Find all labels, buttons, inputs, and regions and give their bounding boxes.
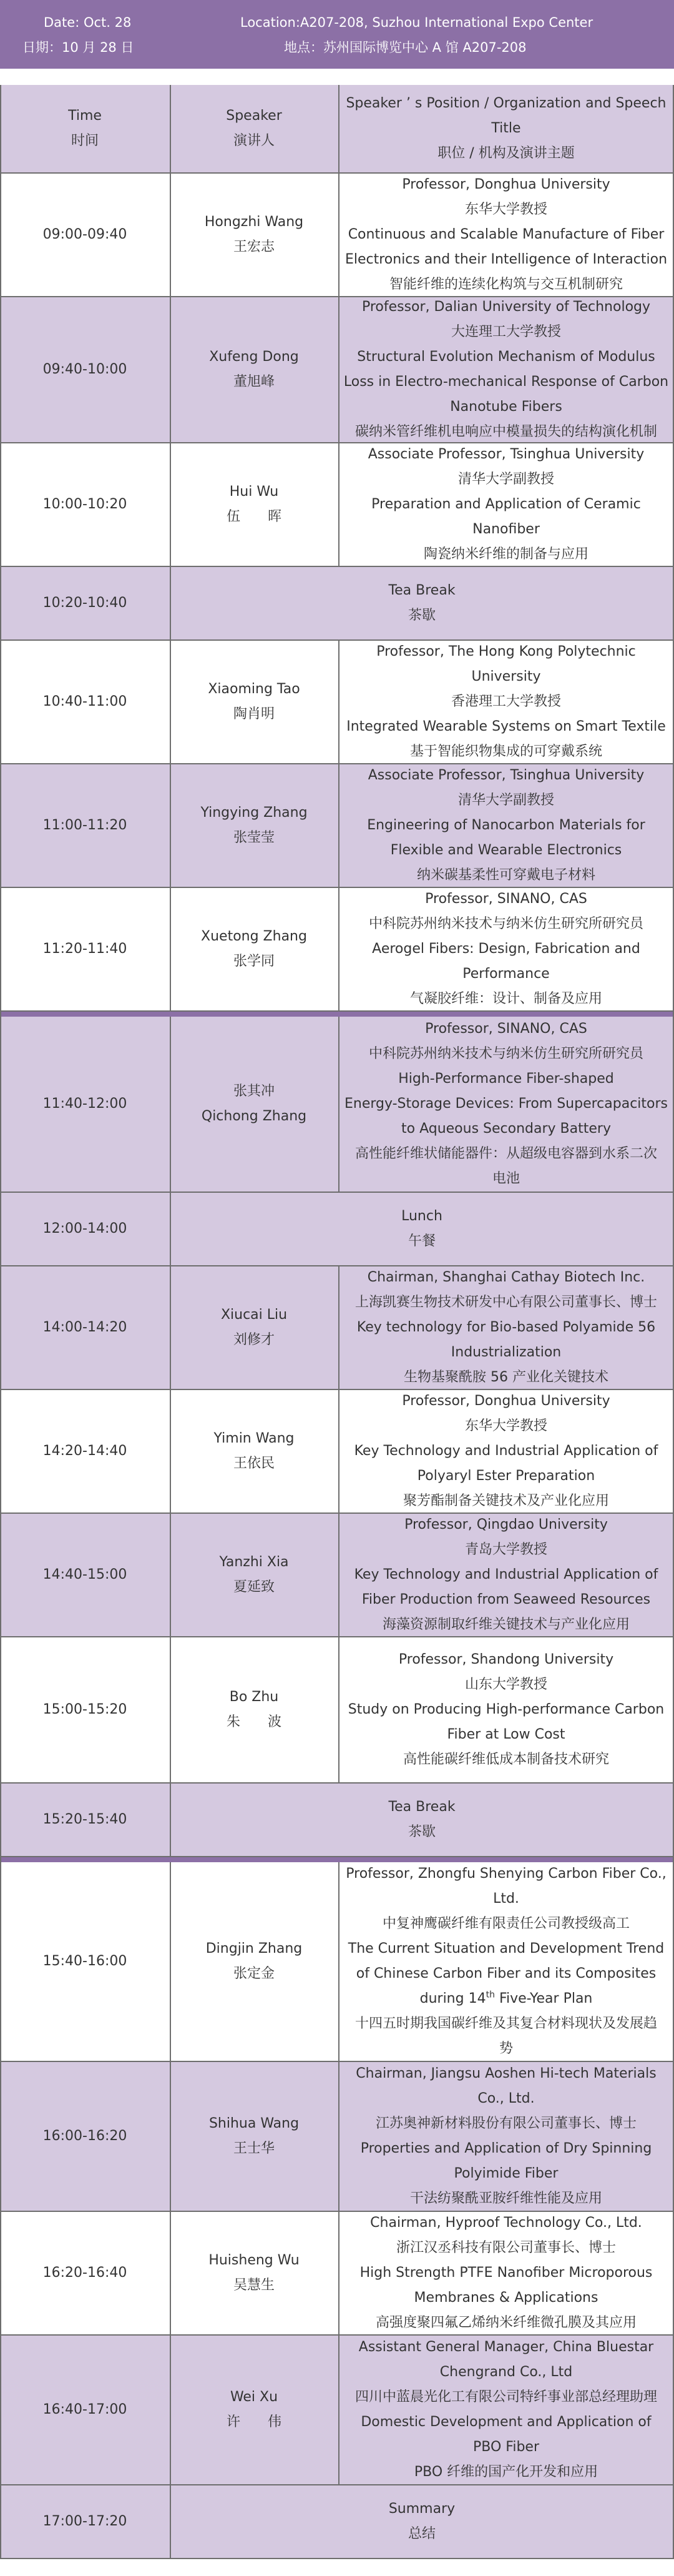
speaker-name-cn-part: 朱 xyxy=(226,1714,240,1730)
talk-info-cell xyxy=(338,2062,674,2211)
talk-info-line: Nanofiber xyxy=(472,521,540,537)
time-cell xyxy=(0,1514,170,1636)
speaker-name-cn: 王士华 xyxy=(233,2141,275,2156)
talk-info-line: High Strength PTFE Nanofiber Microporous xyxy=(359,2265,653,2281)
talk-info-line: Chairman, Shanghai Cathay Biotech Inc. xyxy=(367,1270,645,1285)
talk-info-line: Domestic Development and Application of xyxy=(361,2414,652,2430)
column-divider xyxy=(338,888,339,1010)
time-text: 15:00-15:20 xyxy=(42,1702,127,1717)
talk-info-line: Professor, Qingdao University xyxy=(404,1517,608,1532)
talk-info-line: 陶瓷纳米纤维的制备与应用 xyxy=(423,546,589,562)
column-divider xyxy=(170,641,171,763)
talk-info-line: Chairman, Jiangsu Aoshen Hi-tech Materials xyxy=(356,2066,657,2081)
break-label-cn: 茶歇 xyxy=(408,1824,436,1840)
column-divider xyxy=(338,2336,339,2484)
talk-info-line: 中复神鹰碳纤维有限责任公司教授级高工 xyxy=(382,1916,630,1932)
column-divider xyxy=(170,85,171,172)
talk-info-line: Co., Ltd. xyxy=(477,2091,535,2106)
time-cell xyxy=(0,1784,170,1856)
column-divider xyxy=(170,2062,171,2211)
time-text: 09:00-09:40 xyxy=(42,227,127,242)
column-divider xyxy=(338,1390,339,1513)
column-divider xyxy=(338,1266,339,1389)
speaker-name-cn: 张莹莹 xyxy=(233,830,275,846)
talk-info-line: Aerogel Fibers: Design, Fabrication and xyxy=(372,941,640,957)
talk-info-line: 气凝胶纤维：设计、制备及应用 xyxy=(409,991,602,1007)
talk-info-line: 东华大学教授 xyxy=(464,202,547,217)
time-text: 16:00-16:20 xyxy=(42,2128,127,2144)
speaker-name-en: Bo Zhu xyxy=(229,1689,279,1705)
talk-info-line: Energy-Storage Devices: From Supercapacitors xyxy=(344,1096,668,1112)
speaker-cell xyxy=(170,1390,338,1513)
talk-info-line: 四川中蓝晨光化工有限公司特纤事业部总经理助理 xyxy=(354,2389,657,2405)
talk-info-line: The Current Situation and Development Trend xyxy=(348,1941,665,1957)
talk-info-line: Assistant General Manager, China Bluestar xyxy=(358,2339,654,2355)
time-cell xyxy=(0,1193,170,1265)
speaker-name-en: Xiucai Liu xyxy=(220,1307,288,1323)
talk-info-line: Associate Professor, Tsinghua University xyxy=(368,767,645,783)
time-text: 16:20-16:40 xyxy=(42,2265,127,2281)
time-cell xyxy=(0,174,170,296)
talk-info-cell xyxy=(338,764,674,887)
talk-info-line: Professor, SINANO, CAS xyxy=(425,1021,587,1037)
speaker-name-cn xyxy=(227,2410,281,2435)
row-divider xyxy=(0,172,674,174)
talk-info-line: 十四五时期我国碳纤维及其复合材料现状及发展趋 xyxy=(354,2016,657,2031)
break-label-cn: 总结 xyxy=(408,2526,436,2542)
talk-info-line: Membranes & Applications xyxy=(414,2290,598,2306)
talk-info-line: 东华大学教授 xyxy=(464,1418,547,1434)
talk-info-line: 智能纤维的连续化构筑与交互机制研究 xyxy=(389,277,623,292)
table-row xyxy=(0,2062,674,2211)
section-separator xyxy=(0,1012,674,1017)
talk-info-line: of Chinese Carbon Fiber and its Composites xyxy=(356,1966,657,1981)
time-cell xyxy=(0,2336,170,2484)
speaker-name-en: Qichong Zhang xyxy=(201,1108,307,1124)
talk-info-line: 上海凯赛生物技术研发中心有限公司董事长、博士 xyxy=(354,1295,657,1310)
row-divider xyxy=(0,2558,674,2559)
table-row xyxy=(0,2212,674,2334)
talk-info-line: Performance xyxy=(462,966,550,982)
talk-info-line: 山东大学教授 xyxy=(464,1677,547,1692)
speaker-name-en: Hongzhi Wang xyxy=(204,214,304,230)
table-row xyxy=(0,1862,674,2061)
talk-info-line: Structural Evolution Mechanism of Modulus xyxy=(357,349,655,365)
talk-info-line: Associate Professor, Tsinghua University xyxy=(368,447,645,462)
speaker-cell xyxy=(170,888,338,1010)
column-divider xyxy=(338,1514,339,1636)
header-time: Time 时间 xyxy=(68,108,102,149)
talk-info-line: Professor, Dalian University of Technology xyxy=(361,299,651,315)
time-text: 14:40-15:00 xyxy=(42,1567,127,1582)
speaker-name-en: Xufeng Dong xyxy=(209,349,299,365)
talk-info-line: to Aqueous Secondary Battery xyxy=(401,1121,611,1137)
time-text: 16:40-17:00 xyxy=(42,2402,127,2417)
column-divider xyxy=(170,1193,171,1265)
talk-info-line: Integrated Wearable Systems on Smart Textile xyxy=(346,719,666,734)
speaker-name-cn: 夏延致 xyxy=(233,1579,275,1595)
talk-info-line: Professor, SINANO, CAS xyxy=(425,891,587,907)
column-divider xyxy=(170,1862,171,2061)
time-cell xyxy=(0,567,170,639)
time-cell xyxy=(0,641,170,763)
time-cell xyxy=(0,764,170,887)
speaker-name-en: Hui Wu xyxy=(229,484,279,500)
speaker-name-cn xyxy=(227,1710,281,1735)
speaker-name-cn: 王宏志 xyxy=(233,239,275,255)
speaker-name-cn: 刘修才 xyxy=(233,1332,275,1348)
talk-info-line: 高性能碳纤维低成本制备技术研究 xyxy=(403,1752,609,1767)
talk-info-line: 香港理工大学教授 xyxy=(451,694,561,709)
speaker-name-cn xyxy=(227,505,281,530)
talk-info-line: Fiber at Low Cost xyxy=(447,1727,565,1742)
break-row xyxy=(0,567,674,639)
time-text: 14:00-14:20 xyxy=(42,1320,127,1335)
talk-info-line: 青岛大学教授 xyxy=(464,1542,547,1557)
talk-info-line: 中科院苏州纳米技术与纳米仿生研究所研究员 xyxy=(368,916,643,932)
talk-info-line: Polyimide Fiber xyxy=(454,2166,559,2181)
talk-info-line: 浙江汉丞科技有限公司董事长、博士 xyxy=(396,2240,616,2256)
talk-info-line: Engineering of Nanocarbon Materials for xyxy=(367,817,645,833)
talk-info-line: 高强度聚四氟乙烯纳米纤维微孔膜及其应用 xyxy=(375,2315,637,2331)
talk-info-line: Nanotube Fibers xyxy=(450,399,562,415)
talk-info-line: 大连理工大学教授 xyxy=(451,324,561,340)
location-cn: 地点：苏州国际博览中心 A 馆 A207-208 xyxy=(284,40,527,55)
talk-info-line: Flexible and Wearable Electronics xyxy=(390,842,622,858)
time-cell xyxy=(0,1266,170,1389)
column-divider xyxy=(338,1637,339,1782)
talk-info-cell xyxy=(338,888,674,1010)
speaker-cell xyxy=(170,1862,338,2061)
column-divider xyxy=(338,174,339,296)
date-cn: 日期：10 月 28 日 xyxy=(22,40,134,55)
column-divider xyxy=(170,1017,171,1192)
speaker-name-en: Huisheng Wu xyxy=(208,2253,300,2268)
speaker-name-cn-part: 许 xyxy=(226,2414,240,2430)
location-en: Location:A207-208, Suzhou International Expo Center xyxy=(240,15,593,30)
speaker-name-en: Wei Xu xyxy=(230,2389,278,2405)
time-cell xyxy=(0,297,170,442)
speaker-cell xyxy=(170,1514,338,1636)
speaker-name-en: Xiaoming Tao xyxy=(208,681,300,697)
speaker-cell xyxy=(170,764,338,887)
talk-info-line: PBO 纤维的国产化开发和应用 xyxy=(414,2464,598,2480)
column-divider xyxy=(170,443,171,566)
talk-info-cell xyxy=(338,1390,674,1513)
column-divider xyxy=(170,1514,171,1636)
time-cell xyxy=(0,1862,170,2061)
talk-info-line-part: Five-Year Plan xyxy=(494,1991,593,2006)
time-text: 14:20-14:40 xyxy=(42,1443,127,1459)
time-text: 12:00-14:00 xyxy=(42,1221,127,1236)
talk-info-line: Industrialization xyxy=(451,1345,562,1360)
talk-info-line-part: during 14 xyxy=(419,1991,486,2006)
speaker-name-en: Shihua Wang xyxy=(208,2116,300,2131)
talk-info-cell xyxy=(338,2212,674,2334)
time-text: 10:20-10:40 xyxy=(42,595,127,611)
table-row xyxy=(0,1390,674,1513)
talk-info-line: 中科院苏州纳米技术与纳米仿生研究所研究员 xyxy=(368,1046,643,1062)
break-cell xyxy=(170,567,674,639)
break-row xyxy=(0,1784,674,1856)
break-label-cn: 午餐 xyxy=(408,1233,436,1249)
talk-info-line: 基于智能织物集成的可穿戴系统 xyxy=(409,744,602,759)
speaker-cell xyxy=(170,174,338,296)
table-row xyxy=(0,297,674,442)
column-divider xyxy=(170,174,171,296)
column-divider xyxy=(338,1862,339,2061)
talk-info-line: Polyaryl Ester Preparation xyxy=(417,1468,595,1484)
talk-info-line: Fiber Production from Seaweed Resources xyxy=(361,1592,651,1607)
talk-info-line: 电池 xyxy=(492,1171,520,1187)
time-text: 11:40-12:00 xyxy=(42,1096,127,1112)
talk-info-line: Key Technology and Industrial Application of xyxy=(354,1443,658,1459)
column-divider xyxy=(338,764,339,887)
table-row xyxy=(0,1514,674,1636)
speaker-cell xyxy=(170,2062,338,2211)
talk-info-line: 生物基聚酰胺 56 产业化关键技术 xyxy=(404,1369,608,1385)
speaker-name-cn: 董旭峰 xyxy=(233,374,275,390)
column-divider xyxy=(338,443,339,566)
table-row xyxy=(0,888,674,1010)
table-row xyxy=(0,1266,674,1389)
column-divider xyxy=(338,85,339,172)
column-divider xyxy=(170,1266,171,1389)
table-row xyxy=(0,1017,674,1192)
talk-info-line: 干法纺聚酰亚胺纤维性能及应用 xyxy=(409,2191,602,2206)
column-divider xyxy=(170,764,171,887)
time-cell xyxy=(0,1017,170,1192)
time-cell xyxy=(0,888,170,1010)
talk-info-line: Study on Producing High-performance Carbon xyxy=(348,1702,665,1717)
time-text: 09:40-10:00 xyxy=(42,362,127,377)
talk-info-line: Professor, Donghua University xyxy=(402,177,610,192)
table-row xyxy=(0,764,674,887)
break-label-cn: 茶歇 xyxy=(408,608,436,623)
table-row xyxy=(0,443,674,566)
table-row xyxy=(0,2336,674,2484)
break-row xyxy=(0,1193,674,1265)
time-text: 10:00-10:20 xyxy=(42,496,127,512)
break-cell xyxy=(170,1193,674,1265)
column-divider xyxy=(170,1390,171,1513)
time-cell xyxy=(0,2212,170,2334)
table-row xyxy=(0,1637,674,1782)
table-border xyxy=(0,85,1,2559)
speaker-cell xyxy=(170,2336,338,2484)
table-row xyxy=(0,174,674,296)
talk-info-line: Professor, Donghua University xyxy=(402,1393,610,1409)
table-header-row xyxy=(0,85,674,172)
speaker-name-cn: 张学同 xyxy=(233,954,275,969)
talk-info-cell xyxy=(338,1514,674,1636)
column-divider xyxy=(170,1637,171,1782)
superscript: th xyxy=(486,1990,495,2000)
talk-info-line: University xyxy=(471,669,541,684)
column-divider xyxy=(170,2485,171,2558)
talk-info-line: 清华大学副教授 xyxy=(457,471,554,487)
break-cell xyxy=(170,1784,674,1856)
column-divider xyxy=(338,641,339,763)
talk-info-line: High-Performance Fiber-shaped xyxy=(398,1071,614,1087)
table-row xyxy=(0,641,674,763)
speaker-name-cn-part: 波 xyxy=(268,1714,282,1730)
talk-info-line: Professor, The Hong Kong Polytechnic xyxy=(376,644,636,659)
time-text: 15:40-16:00 xyxy=(42,1953,127,1969)
talk-info-line: Professor, Zhongfu Shenying Carbon Fiber Co., xyxy=(346,1866,667,1882)
talk-info-cell xyxy=(338,443,674,566)
break-label-en: Tea Break xyxy=(388,583,456,598)
column-divider xyxy=(338,2062,339,2211)
speaker-name-en: Yimin Wang xyxy=(213,1431,295,1446)
talk-info-line: 聚芳酯制备关键技术及产业化应用 xyxy=(403,1493,609,1509)
speaker-name-cn: 陶肖明 xyxy=(233,706,275,722)
talk-info-line: Chengrand Co., Ltd xyxy=(439,2364,573,2380)
date-en: Date: Oct. 28 xyxy=(44,15,132,30)
speaker-name-cn: 张其冲 xyxy=(233,1083,275,1099)
column-divider xyxy=(170,1784,171,1856)
speaker-name-en: Dingjin Zhang xyxy=(205,1941,303,1957)
talk-info-line: Properties and Application of Dry Spinning xyxy=(360,2141,652,2156)
speaker-name-cn: 张定金 xyxy=(233,1966,275,1981)
header-banner xyxy=(0,0,674,69)
talk-info-line: Key Technology and Industrial Application of xyxy=(354,1567,658,1582)
talk-info-line: Professor, Shandong University xyxy=(398,1652,614,1667)
speaker-name-en: Xuetong Zhang xyxy=(201,929,307,944)
speaker-name-en: Yingying Zhang xyxy=(200,805,308,821)
column-divider xyxy=(338,2212,339,2334)
speaker-name-cn-part: 伍 xyxy=(226,509,240,525)
talk-info-cell xyxy=(338,297,674,442)
speaker-cell xyxy=(170,1637,338,1782)
time-text: 11:20-11:40 xyxy=(42,941,127,957)
talk-info-cell xyxy=(338,1017,674,1192)
talk-info-line: Continuous and Scalable Manufacture of Fiber xyxy=(348,227,665,242)
column-divider xyxy=(170,297,171,442)
talk-info-line: 碳纳米管纤维机电响应中模量损失的结构演化机制 xyxy=(354,424,657,440)
talk-info-line: PBO Fiber xyxy=(473,2439,539,2455)
break-cell xyxy=(170,2485,674,2558)
talk-info-line xyxy=(420,1986,593,2011)
time-text: 10:40-11:00 xyxy=(42,694,127,709)
speaker-cell xyxy=(170,2212,338,2334)
break-label-en: Lunch xyxy=(401,1208,442,1224)
time-cell xyxy=(0,2062,170,2211)
talk-info-line: 江苏奥神新材料股份有限公司董事长、博士 xyxy=(375,2116,637,2131)
header-title: Speaker ’ s Position / Organization and Speech Title 职位 / 机构及演讲主题 xyxy=(346,96,667,161)
talk-info-line: Loss in Electro-mechanical Response of Carbon xyxy=(343,374,669,390)
talk-info-line: Ltd. xyxy=(493,1891,519,1907)
speaker-name-cn: 王依民 xyxy=(233,1456,275,1471)
break-row xyxy=(0,2485,674,2558)
talk-info-cell xyxy=(338,2336,674,2484)
speaker-cell xyxy=(170,1266,338,1389)
speaker-name-cn-part: 伟 xyxy=(268,2414,282,2430)
talk-info-line: Chairman, Hyproof Technology Co., Ltd. xyxy=(370,2215,642,2231)
time-text: 11:00-11:20 xyxy=(42,817,127,833)
time-cell xyxy=(0,443,170,566)
time-text: 17:00-17:20 xyxy=(42,2514,127,2529)
talk-info-line: 势 xyxy=(499,2041,513,2056)
time-text: 15:20-15:40 xyxy=(42,1812,127,1827)
speaker-name-cn: 吴慧生 xyxy=(233,2277,275,2293)
column-divider xyxy=(170,888,171,1010)
column-divider xyxy=(170,2212,171,2334)
talk-info-line: Electronics and their Intelligence of Interaction xyxy=(344,252,668,267)
column-divider xyxy=(338,297,339,442)
speaker-name-cn-part: 晖 xyxy=(268,509,282,525)
time-cell xyxy=(0,2485,170,2558)
talk-info-line: 清华大学副教授 xyxy=(457,792,554,808)
time-cell xyxy=(0,1637,170,1782)
speaker-cell xyxy=(170,1017,338,1192)
talk-info-cell xyxy=(338,1266,674,1389)
time-cell xyxy=(0,1390,170,1513)
speaker-cell xyxy=(170,641,338,763)
speaker-cell xyxy=(170,443,338,566)
talk-info-cell xyxy=(338,1862,674,2061)
talk-info-line: 高性能纤维状储能器件：从超级电容器到水系二次 xyxy=(354,1146,657,1162)
column-divider xyxy=(338,1017,339,1192)
header-speaker: Speaker 演讲人 xyxy=(226,108,282,149)
talk-info-cell xyxy=(338,641,674,763)
talk-info-cell xyxy=(338,174,674,296)
column-divider xyxy=(170,2336,171,2484)
column-divider xyxy=(170,567,171,639)
speaker-name-en: Yanzhi Xia xyxy=(219,1554,289,1570)
break-label-en: Summary xyxy=(388,2501,456,2517)
talk-info-line: 纳米碳基柔性可穿戴电子材料 xyxy=(416,867,595,883)
talk-info-cell xyxy=(338,1637,674,1782)
speaker-cell xyxy=(170,297,338,442)
talk-info-line: 海藻资源制取纤维关键技术与产业化应用 xyxy=(382,1617,630,1632)
talk-info-line: Preparation and Application of Ceramic xyxy=(371,496,641,512)
break-label-en: Tea Break xyxy=(388,1799,456,1815)
talk-info-line: Key technology for Bio-based Polyamide 56 xyxy=(356,1320,656,1335)
